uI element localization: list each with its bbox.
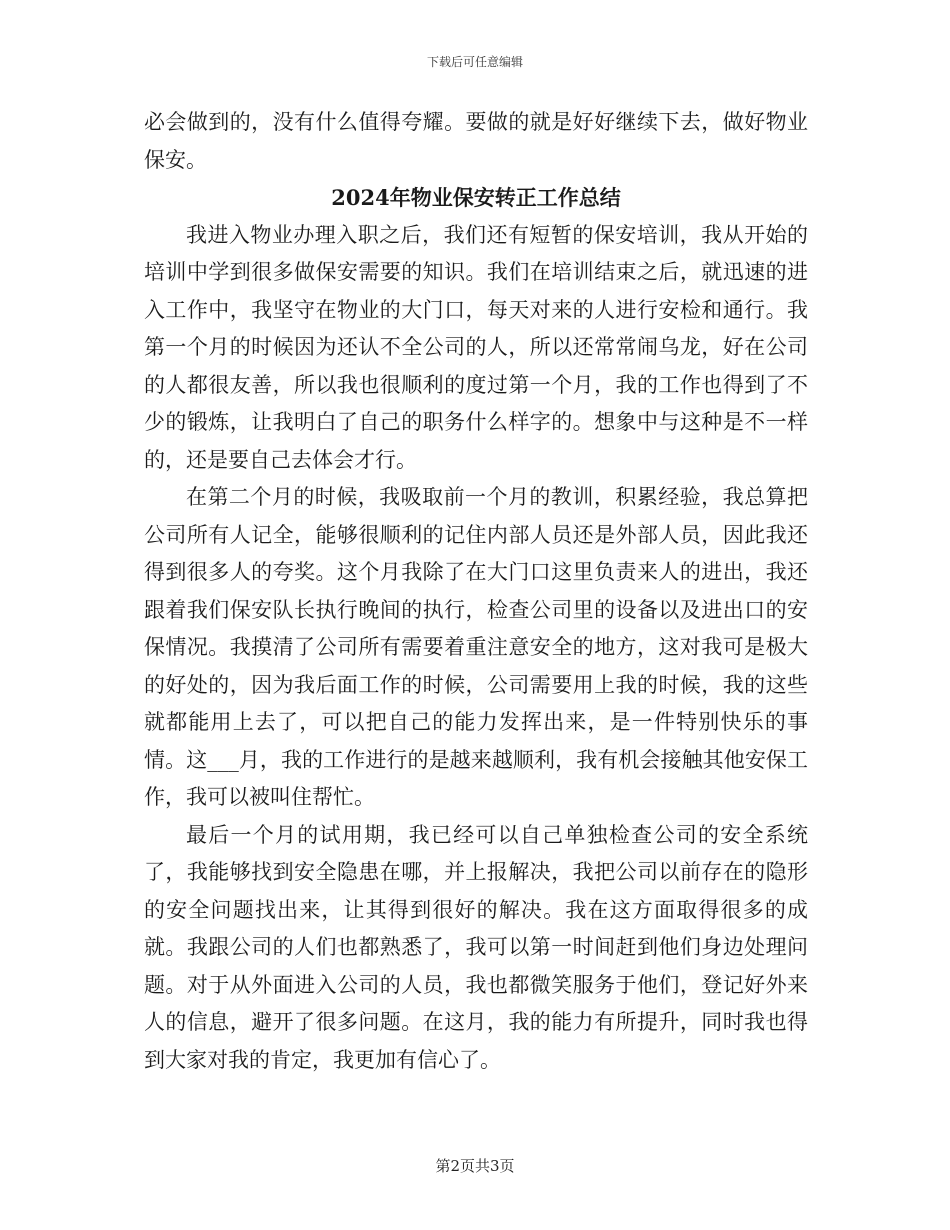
page-header-note: 下载后可任意编辑 <box>426 55 523 69</box>
paragraph-last-month: 最后一个月的试用期，我已经可以自己单独检查公司的安全系统了，我能够找到安全隐患在哪，并上报解决，我把公司以前存在的隐形的安全问题找出来，让其得到很好的解决。我在这方面取得很多的成就。我跟公司的人们也都熟悉了，我可以第一时间赶到他们身边处理问题。对于从外面进入公司的人员，我也都微笑服务于他们，登记好外来人的信息，避开了很多问题。在这月，我的能力有所提升，同时我也得到大家对我的肯定，我更加有信心了。 <box>144 822 808 1072</box>
page-number: 第2页共3页 <box>435 1157 515 1175</box>
paragraph-first-month: 我进入物业办理入职之后，我们还有短暂的保安培训，我从开始的培训中学到很多做保安需要的知识。我们在培训结束之后，就迅速的进入工作中，我坚守在物业的大门口，每天对来的人进行安检和通行。我第一个月的时候因为还认不全公司的人，所以还常常闹乌龙，好在公司的人都很友善，所以我也很顺利的度过第一个月，我的工作也得到了不少的锻炼，让我明白了自己的职务什么样字的。想象中与这种是不一样的，还是要自己去体会才行。 <box>144 222 808 472</box>
document-title: 2024年物业保安转正工作总结 <box>331 185 621 210</box>
document-body <box>144 104 808 1079</box>
continued-paragraph: 必会做到的，没有什么值得夸耀。要做的就是好好继续下去，做好物业保安。 <box>144 110 808 172</box>
paragraph-second-month: 在第二个月的时候，我吸取前一个月的教训，积累经验，我总算把公司所有人记全，能够很顺利的记住内部人员还是外部人员，因此我还得到很多人的夸奖。这个月我除了在大门口这里负责来人的进出，我还跟着我们保安队长执行晚间的执行，检查公司里的设备以及进出口的安保情况。我摸清了公司所有需要着重注意安全的地方，这对我可是极大的好处的，因为我后面工作的时候，公司需要用上我的时候，我的这些就都能用上去了，可以把自己的能力发挥出来，是一件特别快乐的事情。这___月，我的工作进行的是越来越顺利，我有机会接触其他安保工作，我可以被叫住帮忙。 <box>144 485 808 809</box>
